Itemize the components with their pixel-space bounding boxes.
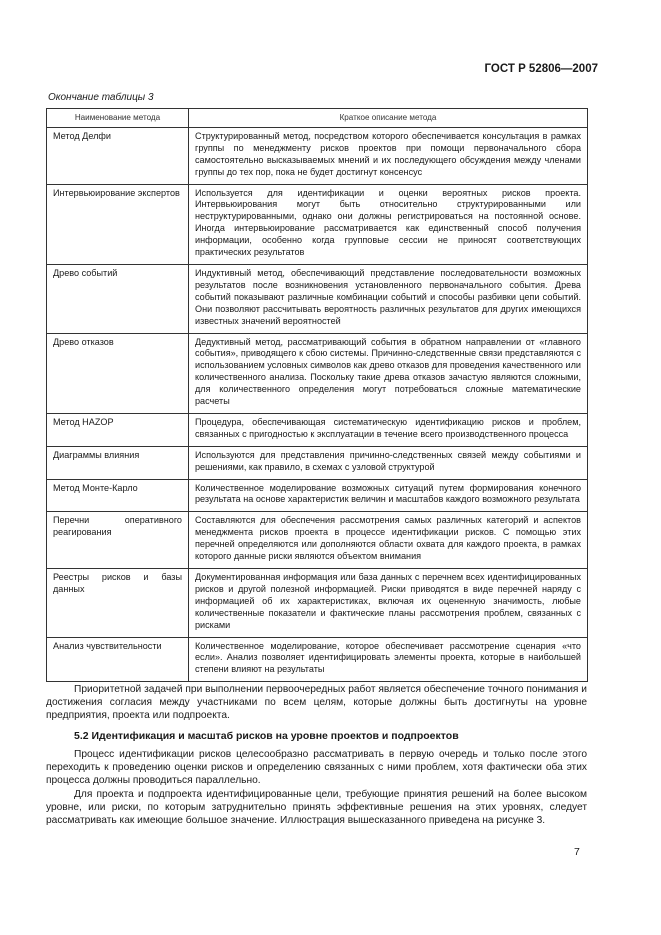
priority-paragraph: Приоритетной задачей при выполнении первоочередных работ является обеспечение точного понимания и достижения согласия между участниками по всем целям, которые должны быть достигнуты на уровне предприятия, проекта или подпроекта. bbox=[46, 684, 587, 722]
page-number: 7 bbox=[574, 846, 580, 858]
table-row bbox=[47, 637, 588, 682]
standard-header: ГОСТ Р 52806—2007 bbox=[484, 63, 598, 75]
section-title: 5.2 Идентификация и масштаб рисков на уровне проектов и подпроектов bbox=[74, 730, 459, 742]
method-name: Метод Делфи bbox=[47, 127, 189, 184]
method-description: Структурированный метод, посредством которого обеспечивается консультация в рамках группы по менеджменту рисков проектов при помощи первоначального сбора самостоятельно высказываемых мнений и их последующего обсуждения между членами группы до тех пор, пока не будет достигнут консенсус bbox=[189, 127, 588, 184]
method-name: Реестры рисков и базы данных bbox=[47, 569, 189, 638]
priority-paragraph-block bbox=[46, 683, 587, 723]
method-description: Количественное моделирование, которое обеспечивает рассмотрение сценария «что если». Анализ позволяет идентифицировать элементы проекта, которые в наибольшей степени влияют на результаты bbox=[189, 637, 588, 682]
method-description: Составляются для обеспечения рассмотрения самых различных категорий и аспектов менеджмента рисков проекта в процессе идентификации рисков. С помощью этих перечней определяются или дополняются области охвата для каждого проекта, в рамках которого данные риски являются объектом внимания bbox=[189, 512, 588, 569]
method-description: Индуктивный метод, обеспечивающий представление последовательности возможных результатов после возникновения установленного первоначального события. Древа событий показывают различные комбинации событий и способы разбивки цепи событий. Они позволяют рассчитывать вероятность различных результатов для других имеющихся известных значений вероятностей bbox=[189, 264, 588, 333]
table-caption: Окончание таблицы 3 bbox=[48, 92, 154, 103]
column-header-method-description: Краткое описание метода bbox=[189, 109, 588, 128]
method-description: Используются для представления причинно-следственных связей между событиями и решениями, как правило, в схемах с узловой структурой bbox=[189, 446, 588, 479]
method-name: Диаграммы влияния bbox=[47, 446, 189, 479]
table-row bbox=[47, 446, 588, 479]
table-row bbox=[47, 512, 588, 569]
table-row bbox=[47, 413, 588, 446]
table-row bbox=[47, 264, 588, 333]
table-row bbox=[47, 333, 588, 413]
method-name: Метод HAZOP bbox=[47, 413, 189, 446]
method-name: Метод Монте-Карло bbox=[47, 479, 189, 512]
method-name: Древо событий bbox=[47, 264, 189, 333]
method-description: Процедура, обеспечивающая систематическую идентификацию рисков и проблем, связанных с пригодностью к эксплуатации в течение всего производственного процесса bbox=[189, 413, 588, 446]
method-name: Анализ чувствительности bbox=[47, 637, 189, 682]
methods-table bbox=[46, 108, 588, 682]
table-row bbox=[47, 569, 588, 638]
method-description: Количественное моделирование возможных ситуаций путем формирования конечного результата на основе характеристик величин и масштабов каждого возможного результата bbox=[189, 479, 588, 512]
table-header-row bbox=[47, 109, 588, 128]
method-description: Документированная информация или база данных с перечнем всех идентифицированных рисков и другой полезной информацией. Риски приводятся в виде перечней наряду с информацией об их характеристиках, включая их оцененную значимость, любые количественные показатели и фактические планы рассмотрения проблем, связанных с рисками bbox=[189, 569, 588, 638]
scale-paragraph: Для проекта и подпроекта идентифицированные цели, требующие принятия решений на более высоком уровне, или риски, по которым затруднительно принять эффективные решения на этих уровнях, следует рассматривать как имеющие большое значение. Иллюстрация вышесказанного приведена на рисунке 3. bbox=[46, 788, 587, 827]
table-row bbox=[47, 127, 588, 184]
identification-paragraph: Процесс идентификации рисков целесообразно рассматривать в первую очередь и только после этого переходить к проведению оценки рисков и определению связанных с ними проблем, хотя фактически оба этих процесса должны проводиться параллельно. bbox=[46, 749, 587, 787]
table-row bbox=[47, 479, 588, 512]
method-name: Интервьюирование экспертов bbox=[47, 184, 189, 264]
table-row bbox=[47, 184, 588, 264]
method-name: Перечни оперативного реагирования bbox=[47, 512, 189, 569]
column-header-method-name: Наименование метода bbox=[47, 109, 189, 128]
method-description: Используется для идентификации и оценки вероятных рисков проекта. Интервьюирования могут быть относительно структурированными или неструктурированными, однако они должны регистрироваться на постоянной основе. Иногда интервьюирование рассматривается как единственный способ получения информации, особенно когда групповые сессии не приносят соответствующих практических результатов bbox=[189, 184, 588, 264]
method-name: Древо отказов bbox=[47, 333, 189, 413]
method-description: Дедуктивный метод, рассматривающий события в обратном направлении от «главного события», приводящего к сбою системы. Причинно-следственные связи представляются с использованием условных символов как древо отказов для проведения качественного или количественного анализа. Поскольку такие древа отказов зачастую являются сложными, для количественного определения могут потребоваться сложные математические расчеты bbox=[189, 333, 588, 413]
section-body bbox=[46, 748, 587, 827]
